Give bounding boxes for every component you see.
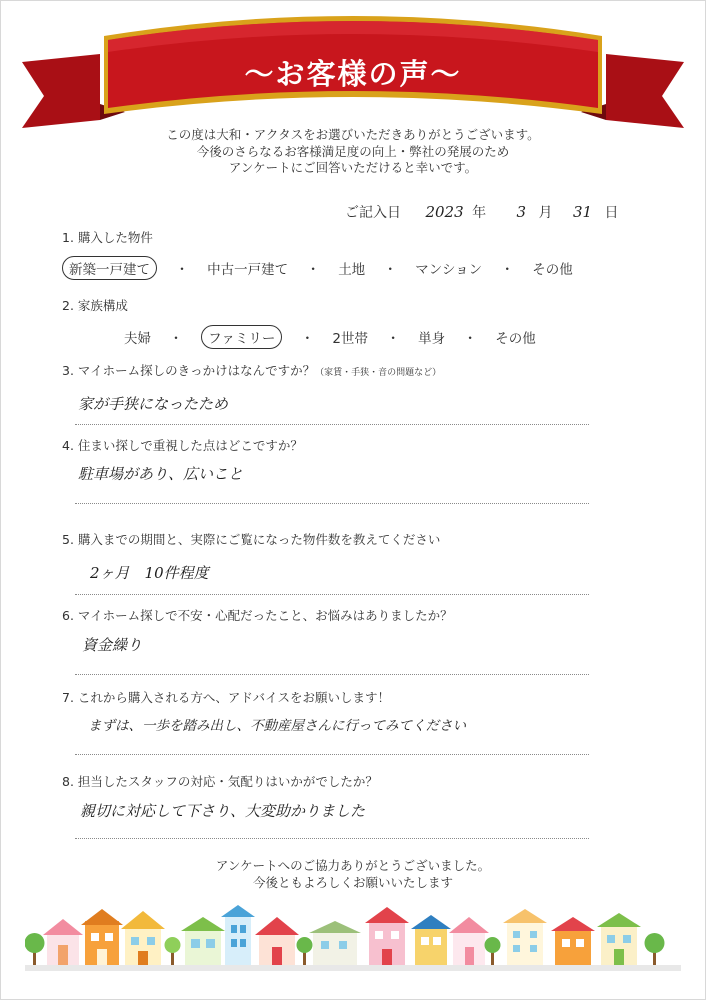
question-3-text: 3. マイホーム探しのきっかけはなんですか？ [62,363,316,378]
option-used-house: 中古一戸建て [207,262,289,278]
option-other: その他 [532,262,573,278]
option-mansion: マンション [415,262,483,278]
option-other: その他 [495,331,536,347]
option-single: 単身 [418,331,446,347]
closing-text [0,857,706,891]
question-1-label: 1. 購入した物件 [62,230,153,245]
intro-line-2: 今後のさらなるお客様満足度の向上・弊社の発展のため [196,143,510,159]
question-2-label: 2. 家族構成 [62,298,128,313]
question-2-options [124,325,536,349]
question-4-label: 4. 住まい探しで重視した点はどこですか？ [62,438,303,453]
house-icon [411,915,451,965]
question-3-note: （家賃・手狭・音の問題など） [315,368,442,378]
date-day-unit: 日 [604,205,619,221]
question-1-options [62,256,573,280]
option-separator: ・ [463,331,477,347]
houses-illustration [25,905,681,971]
house-icon [503,909,547,965]
option-separator: ・ [500,262,514,278]
option-couple: 夫婦 [124,331,151,347]
house-icon [181,917,225,965]
intro-text [0,127,706,177]
answer-6: 資金繰り [82,636,143,654]
intro-line-3: アンケートにご回答いただけると幸いです。 [228,160,478,175]
ribbon-left-tail [22,54,100,128]
option-separator: ・ [306,262,320,278]
option-two-generation: 2世帯 [332,331,369,347]
tree-icon [485,937,501,965]
tree-icon [645,933,665,965]
option-separator: ・ [386,331,400,347]
tree-icon [165,937,181,965]
closing-line-1: アンケートへのご協力ありがとうございました。 [215,858,491,873]
house-icon [309,921,361,965]
house-icon [81,909,123,965]
house-icon [121,911,165,965]
house-icon [365,907,409,965]
tree-icon [25,933,45,965]
tree-icon [297,937,313,965]
house-icon [255,917,299,965]
house-icon [597,913,641,965]
answer-line [75,754,589,755]
house-icon [221,905,255,965]
house-icon [43,919,83,965]
date-month-unit: 月 [538,205,553,221]
closing-line-2: 今後ともよろしくお願いいたします [252,875,453,890]
answer-line [75,594,589,595]
answer-line [75,838,589,839]
page-title: ～お客様の声～ [244,57,462,91]
option-separator: ・ [300,331,315,347]
intro-line-1: この度は大和・アクタスをお選びいただきありがとうございます。 [166,127,540,142]
option-separator: ・ [169,331,183,347]
answer-7: まずは、一歩を踏み出し、不動産屋さんに行ってみてください [88,718,466,734]
date-label: ご記入日 [345,205,401,221]
date-year-unit: 年 [472,205,487,221]
answer-8: 親切に対応して下さり、大変助かりました [80,802,366,820]
answer-5: 2ヶ月 10件程度 [90,564,209,582]
date-year: 2023 [425,203,464,221]
option-separator: ・ [175,262,189,278]
answer-line [75,424,589,425]
answer-line [75,503,589,504]
date-month: 3 [516,203,527,221]
house-icon [551,917,595,965]
option-separator: ・ [383,262,397,278]
question-7-label: 7. これから購入される方へ、アドバイスをお願いします！ [62,690,391,705]
house-icon [449,917,489,965]
question-3-label [62,361,441,379]
question-6-label: 6. マイホーム探しで不安・心配だったこと、お悩みはありましたか？ [62,608,453,623]
date-row [345,202,619,222]
answer-3: 家が手狭になったため [78,395,229,413]
date-day: 31 [573,203,593,221]
option-land: 土地 [338,262,366,278]
option-family: ファミリー [201,325,282,349]
option-new-house: 新築一戸建て [62,256,157,280]
question-5-label: 5. 購入までの期間と、実際にご覧になった物件数を教えてください [62,532,441,547]
answer-4: 駐車場があり、広いこと [78,465,244,483]
ribbon-right-tail [606,54,684,128]
answer-line [75,674,589,675]
question-8-label: 8. 担当したスタッフの対応・気配りはいかがでしたか？ [62,774,378,789]
